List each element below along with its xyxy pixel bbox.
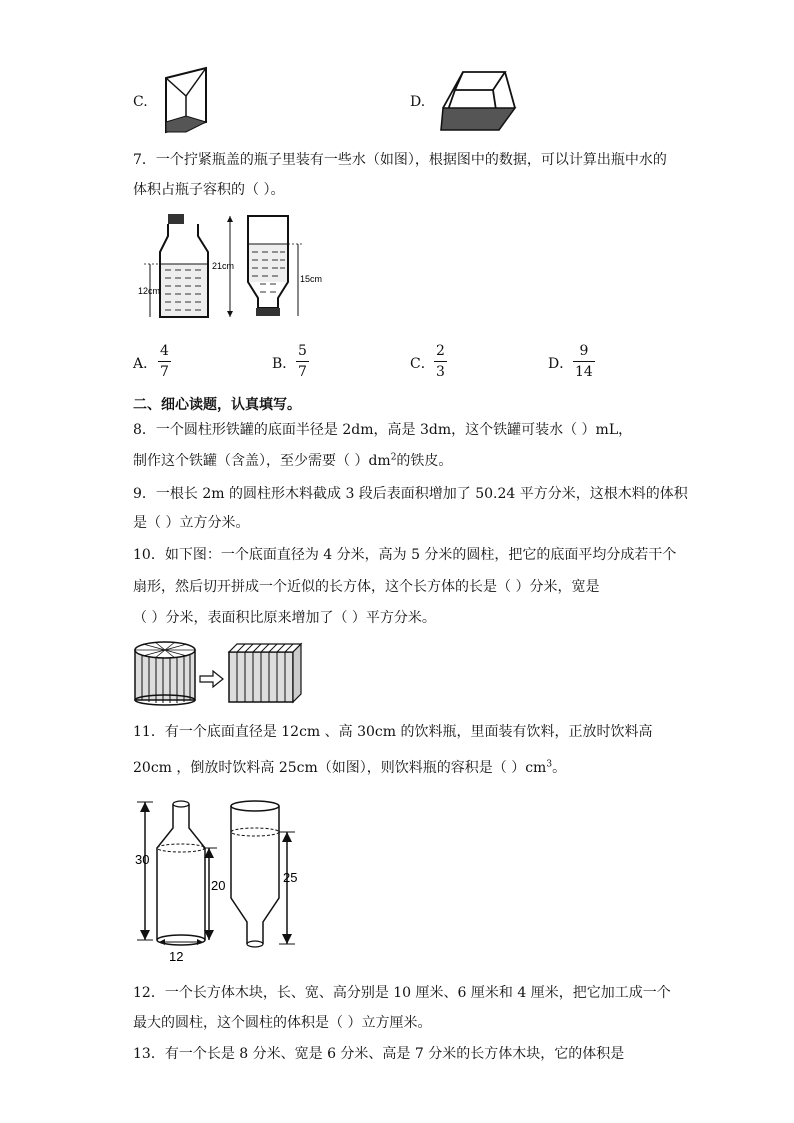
q11-text-line2 [133, 758, 566, 778]
q11-label-20: 20 [211, 878, 226, 893]
drink-bottle-figure [133, 798, 313, 968]
q11-label-25: 25 [283, 870, 298, 885]
q9-text-line1: 9．一根长 2m 的圆柱形木料截成 3 段后表面积增加了 50.24 平方分米，这根木料的体积 [133, 486, 688, 502]
q7-option-b-fraction [296, 343, 309, 380]
q7-option-c-numerator: 2 [436, 343, 445, 359]
q7-option-d-numerator: 9 [579, 343, 589, 359]
q11-text-line1: 11．有一个底面直径是 12cm 、高 30cm 的饮料瓶，里面装有饮料，正放时饮料高 [133, 724, 653, 740]
q7-option-a-numerator: 4 [160, 343, 169, 359]
q7-label-15cm: 15cm [300, 274, 323, 284]
q7-option-a-denominator: 7 [160, 364, 169, 380]
q12-text-line1: 12．一个长方体木块，长、宽、高分别是 10 厘米、6 厘米和 4 厘米，把它加工成一个 [133, 985, 671, 1001]
q9-text-line2: 是（ ）立方分米。 [133, 515, 250, 531]
q7-option-a-fraction [158, 343, 171, 380]
q7-option-b-label: B． [272, 356, 297, 372]
q7-option-b-numerator: 5 [298, 343, 307, 359]
q13-text-line1: 13．有一个长是 8 分米、宽是 6 分米、高是 7 分米的长方体木块，它的体积是 [133, 1046, 625, 1062]
q7-option-c-fraction [434, 343, 447, 380]
section-2-heading: 二、细心读题，认真填写。 [133, 397, 301, 413]
q7-label-12cm: 12cm [138, 286, 161, 296]
q7-text-line2: 体积占瓶子容积的（ ）。 [133, 182, 285, 198]
q10-text-line3: （ ）分米，表面积比原来增加了（ ）平方分米。 [133, 610, 436, 626]
q10-text-line2: 扇形，然后切开拼成一个近似的长方体，这个长方体的长是（ ）分米，宽是 [133, 579, 600, 595]
q10-text-line1: 10．如下图：一个底面直径为 4 分米，高为 5 分米的圆柱，把它的底面平均分成若干个 [133, 547, 677, 563]
q6-option-c-label: C. [133, 94, 148, 110]
q7-option-d-denominator: 14 [575, 364, 593, 380]
q8-text-line1: 8．一个圆柱形铁罐的底面半径是 2dm，高是 3dm，这个铁罐可装水（ ）mL， [133, 422, 633, 438]
q7-option-c-label: C． [410, 356, 435, 372]
q11-text-line2-b: 。 [552, 760, 567, 776]
q6-option-d-label: D. [410, 94, 426, 110]
q11-label-12: 12 [169, 949, 184, 964]
triangular-prism-figure [160, 66, 220, 136]
q8-superscript: 2 [390, 452, 397, 463]
q12-text-line2: 最大的圆柱，这个圆柱的体积是（ ）立方厘米。 [133, 1015, 432, 1031]
q7-option-d-fraction [573, 343, 595, 380]
q11-label-30: 30 [135, 852, 150, 867]
q11-text-line2-a: 20cm ，倒放时饮料高 25cm（如图），则饮料瓶的容积是（ ）cm [133, 760, 547, 776]
q7-option-d-label: D． [548, 356, 574, 372]
bottle-water-figure [138, 212, 328, 327]
q7-label-21cm: 21cm [212, 261, 235, 271]
q7-text-line1: 7．一个拧紧瓶盖的瓶子里装有一些水（如图），根据图中的数据，可以计算出瓶中水的 [133, 152, 667, 168]
q7-option-b-denominator: 7 [298, 364, 307, 380]
q8-text-line2-a: 制作这个铁罐（含盖），至少需要（ ）dm [133, 453, 391, 469]
q11-superscript: 3 [546, 759, 553, 770]
q7-option-a-label: A． [133, 356, 158, 372]
q8-text-line2 [133, 451, 452, 471]
frustum-prism-figure [435, 68, 525, 138]
cylinder-to-cuboid-figure [133, 638, 313, 708]
q8-text-line2-b: 的铁皮。 [396, 453, 453, 469]
q7-option-c-denominator: 3 [436, 364, 445, 380]
